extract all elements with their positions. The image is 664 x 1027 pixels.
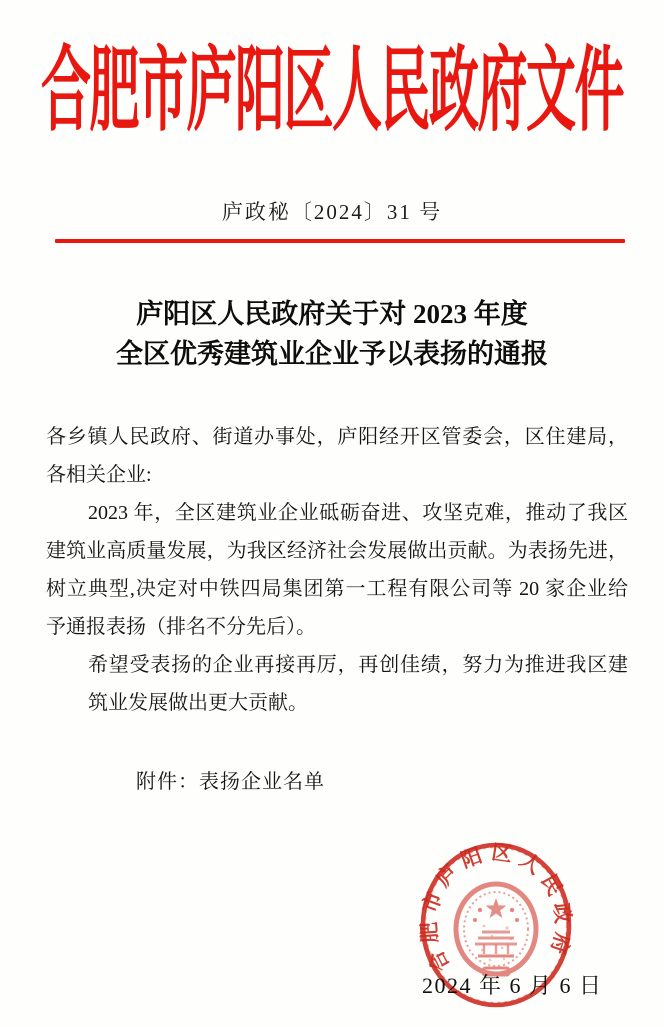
document-title-line-2: 全区优秀建筑业企业予以表扬的通报: [116, 339, 548, 369]
attachment-label: 附件：表扬企业名单: [136, 771, 325, 793]
issue-date: 2024 年 6 月 6 日: [422, 973, 603, 998]
body-text: [46, 418, 628, 722]
red-letterhead: [0, 10, 664, 155]
svg-text:合肥市庐阳区人民政府: [417, 841, 576, 976]
red-separator-line: [55, 239, 625, 243]
document-number: 庐政秘〔2024〕31 号: [221, 200, 443, 224]
body-line: 树立典型,决定对中铁四局集团第一工程有限公司等 20 家企业给: [46, 578, 628, 600]
body-line: 2023 年，全区建筑业企业砥砺奋进、攻坚克难，推动了我区: [88, 502, 628, 524]
letterhead-title: 合肥市庐阳区人民政府文件: [41, 38, 623, 142]
seal-ring-text: 合肥市庐阳区人民政府: [418, 841, 574, 975]
body-line: 各乡镇人民政府、街道办事处，庐阳经开区管委会，区住建局，: [46, 426, 628, 448]
body-line: 予通报表扬（排名不分先后）。: [46, 616, 316, 638]
body-line: 建筑业高质量发展，为我区经济社会发展做出贡献。为表扬先进，: [46, 540, 628, 562]
body-line: 希望受表扬的企业再接再厉，再创佳绩，努力为推进我区建: [88, 654, 628, 676]
document-title-line-1: 庐阳区人民政府关于对 2023 年度: [136, 299, 528, 329]
body-line: 筑业发展做出更大贡献。: [88, 692, 308, 714]
body-line: 各相关企业:: [46, 464, 152, 486]
national-emblem-icon: [456, 884, 536, 975]
document-title: [0, 294, 664, 374]
attachment-line: [46, 763, 325, 801]
